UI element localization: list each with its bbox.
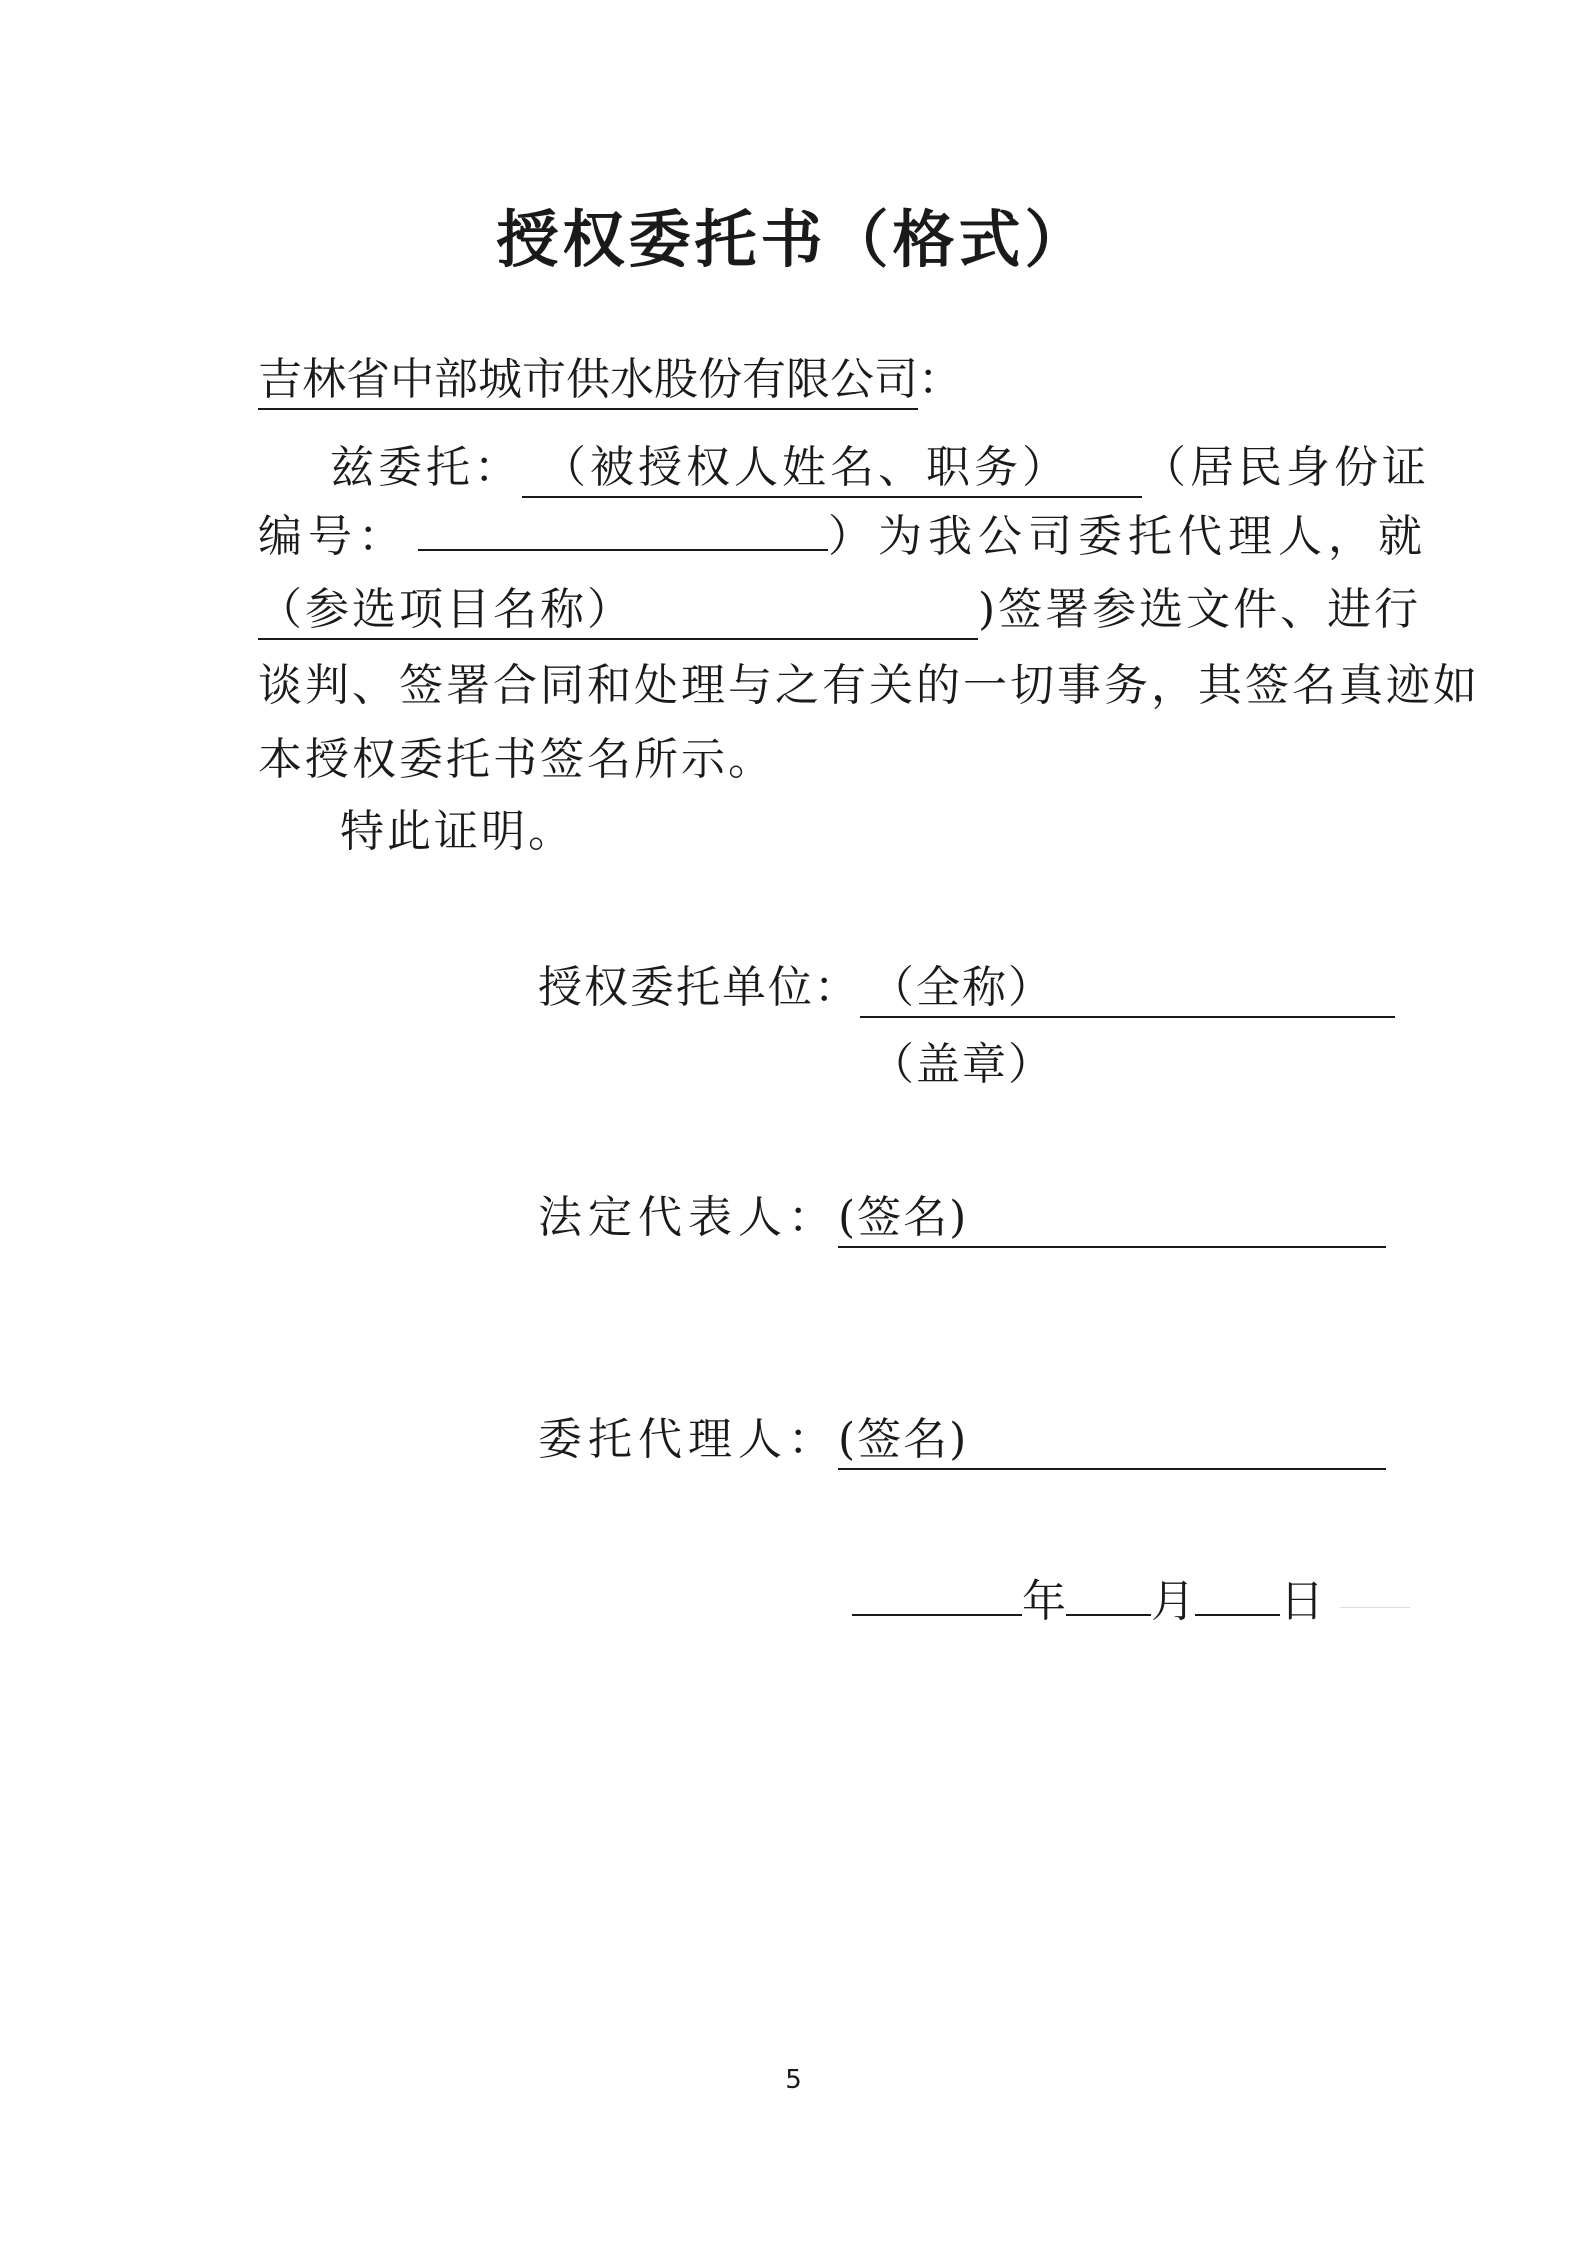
seal-placeholder: （盖章） (870, 1039, 1054, 1090)
legal-rep-line (538, 1188, 1386, 1248)
matters-line-3: 本授权委托书签名所示。 (258, 734, 775, 785)
name-placeholder: （被授权人姓名、职务） (522, 440, 1142, 498)
matters-line-2: 谈判、签署合同和处理与之有关的一切事务，其签名真迹如 (258, 660, 1480, 711)
page-number: 5 (785, 2065, 802, 2095)
id-prefix: （居民身份证 (1142, 442, 1430, 493)
month-label: 月 (1151, 1576, 1195, 1627)
agent-line (538, 1410, 1386, 1470)
agent-label: 委托代理人： (538, 1414, 838, 1465)
para-line-4 (258, 656, 1480, 716)
scan-artifact (1340, 1605, 1410, 1608)
closing-line (340, 802, 575, 862)
year-label: 年 (1022, 1576, 1066, 1627)
id-number-blank (418, 505, 828, 551)
agent-placeholder: (签名) (838, 1412, 1386, 1470)
year-blank (852, 1570, 1022, 1616)
para-line-1 (330, 438, 1430, 498)
legal-rep-placeholder: (签名) (838, 1190, 1386, 1248)
para-line-5 (258, 730, 775, 790)
addressee-colon: ： (918, 354, 962, 405)
date-line (852, 1570, 1324, 1632)
matters-line-1: )签署参选文件、进行 (978, 584, 1422, 635)
document-title: 授权委托书（格式） (496, 203, 1091, 276)
legal-rep-label: 法定代表人： (538, 1192, 838, 1243)
agent-text: ）为我公司委托代理人，就 (828, 511, 1428, 562)
entrust-lead: 兹委托： (330, 442, 522, 493)
para-line-2 (258, 505, 1428, 567)
addressee-line (258, 350, 962, 410)
addressee: 吉林省中部城市供水股份有限公司 (258, 352, 918, 410)
day-blank (1195, 1570, 1280, 1616)
seal-line (870, 1035, 1054, 1095)
unit-label: 授权委托单位： (538, 962, 860, 1013)
unit-line (538, 958, 1395, 1018)
project-placeholder: （参选项目名称） (258, 582, 978, 640)
closing: 特此证明。 (340, 806, 575, 857)
id-label: 编号： (258, 511, 408, 562)
month-blank (1066, 1570, 1151, 1616)
day-label: 日 (1280, 1576, 1324, 1627)
para-line-3 (258, 580, 1421, 640)
unit-placeholder: （全称） (860, 960, 1395, 1018)
